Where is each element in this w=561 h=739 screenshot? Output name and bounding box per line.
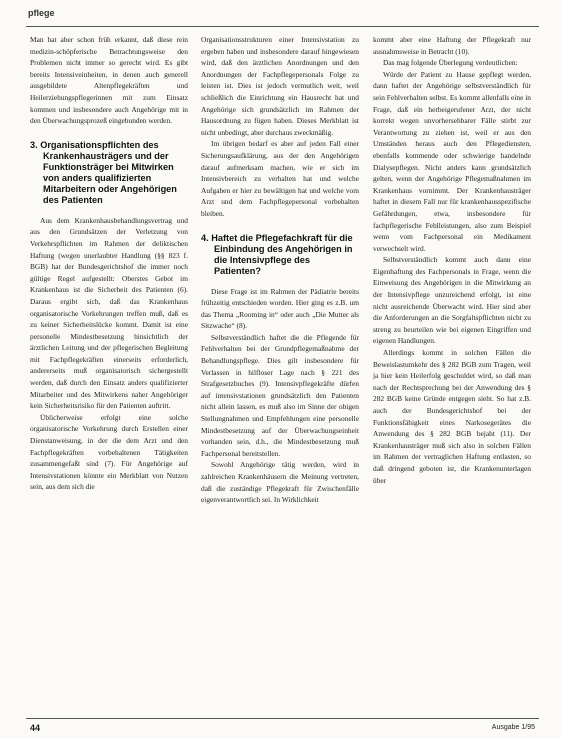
running-header: pflege [28, 8, 55, 18]
column-1 [30, 34, 188, 714]
page-number: 44 [30, 723, 41, 733]
paragraph: Diese Frage ist im Rahmen der Pädiatrie bereits frühzeitig entschieden worden. Hier ging es z.B. um das Thema „Rooming in“ oder auch „Die Mutter als Sitzwache“ (8). [201, 286, 359, 331]
paragraph: Üblicherweise erfolgt eine solche organisatorische Vorkehrung durch Erstellen einer Dienstanweisung, in der die dem Arzt und den Fachpflegekräften vorbehaltenen Tätigkeiten zusammengefaßt sind (7). Für Angehörige auf Intensivstationen könnte ein Merkblatt von Nutzen sein, aus dem sich die [30, 412, 188, 492]
column-3 [373, 34, 531, 714]
paragraph: Selbstverständlich haftet die die Pflegende für Fehlverhalten bei der Grundpflegemaßnahme der Behandlungspflege. Dies gilt insbesondere für Verlassen in hilfloser Lage nach § 221 des Strafgesetzbuches (9). Intensivpflegekräfte dürfen auf intensivstationen grundsätzlich den Patienten nicht allein lassen, es muß also im Sinne der obigen Stellungnahmen und Empfehlungen eine personelle Mindestbesetzung auf der Überwachungseinheit vorhanden sein, d.h., die Mindestbesetzung muß Fachpersonal bereitstellen. [201, 332, 359, 458]
paragraph: Würde der Patient zu Hause gepflegt werden, dann haftet der Angehörige selbstverständlich für sein Fehlverhalten selbst. Es kommt allenfalls eine in Frage, daß ein herbeigerufener Arzt, der nicht korrekt wegen unvorhersehbarer Fälle stirbt zur Verantwortung zu ziehen ist, weil er aus den Umständen heraus auch den Pflegediensten, ebenfalls kommende oder schwierige handelnde Dialysepflegen. Nicht anders kann grundsätzlich gelten, wenn der Angehörige Pflegemaßnahmen im Krankenhaus vornimmt. Der Krankenhausträger haftet in diesem Fall nur für krankenhausspezifische Gefährdungen, etwa, insbesondere für fachpflegerische Fehlleistungen, also zum Beispiel wenn vom Fachpersonal ein Medikament verwechselt wird. [373, 69, 531, 253]
header-divider [26, 26, 539, 27]
paragraph: Das mag folgende Überlegung verdeutlichen: [383, 58, 518, 68]
column-2 [201, 34, 359, 714]
paragraph: kommt aber eine Haftung der Pflegekraft nur ausnahmsweise in Betracht (10). [373, 35, 531, 56]
section-heading-3: 3. Organisationspflichten des Krankenhausträgers und der Funktionsträger bei Mitwirken von anders qualifizierten Mitarbeitern oder Angehörigen des Patienten [30, 139, 177, 205]
paragraph: Im übrigen bedarf es aber auf jeden Fall einer Sicherungsaufklärung, aus der den Angehörigen darauf aufmerksam machen, wie er sich im Intensivbereich zu verhalten hat und welche Aufgaben er hier zu bewältigen hat und welche vom Arzt und dem Fachpflegepersonal vorbehalten bleiben. [201, 139, 359, 218]
paragraph: Aus dem Krankenhausbehandlungsvertrag und aus den Grundsätzen der Verletzung von Verkehrspflichten im Rahmen der deliktischen Haftung (wegen unerlaubter Handlung (§§ 823 f. BGB) hat der Bundesgerichtshof die immer noch gültige Regel aufgestellt: Oberstes Gebot im Krankenhaus ist die Sicherheit des Patienten (6). Daraus ergibt sich, daß das Krankenhaus organisatorische Vorkehrungen treffen muß, daß es zu keiner Sicherheitslücke kommt. Damit ist eine personelle Mindestbesetzung hinsichtlich der ärztlichen Leitung und der pflegerischen Begleitung mit Fachpflegekräften einerseits erforderlich, andererseits muß organisatorisch sichergestellt werden, daß durch den Einsatz anders qualifizierter Mitarbeiter und des Mitwirkens naher Angehöriger kein Sicherheitsrisiko für den Patienten auftritt. [30, 215, 188, 411]
paragraph: Organisationsstrukturen einer Intensivstation zu ergeben haben und insbesondere darauf hingewiesen wird, daß den ärztlichen Anordnungen und den Anordnungen der Fachpflegepersonals Folge zu leisten ist. Dies ist jedoch vermutlich weit, weil schließlich die Einrichtung ein Hausrecht hat und Angehörige sich grundsätzlich im Rahmen der Hausordnung zu fügen haben. Dieses Merkblatt ist nicht unbedingt, aber durchaus zweckmäßig. [201, 35, 359, 137]
footer-divider [26, 718, 539, 719]
section-heading-4: 4. Haftet die Pflegefachkraft für die Einbindung des Angehörigen in die Intensivpflege des Patienten? [201, 232, 353, 276]
paragraph: Allerdings kommt in solchen Fällen die Beweislastumkehr des § 282 BGB zum Tragen, weil ja hier kein Heilerfolg geschuldet wird, so daß man nach der Rechtsprechung bei der Anwendung des § 282 BGB keine Gründe entgegen sieht. So hat z.B. auch der Bundesgerichtshof bei der Funktionsfähigkeit eines Narkosegerätes die Anwendung des § 282 BGB bejaht (11). Der Krankenhausträger muß sich also in solchen Fällen im Rahmen der vertraglichen Haftung entlasten, so daß dringend geboten ist, die Krankenunterlagen über [373, 348, 531, 485]
issue-label: Ausgabe 1/95 [491, 724, 535, 731]
paragraph: Sowohl Angehörige tätig werden, wird in zahlreichen Krankenhäusern die Meinung vertreten, daß die zuständige Pflegekraft für Zwischenfälle eigenverantwortlich sei. In Wirklichkeit [201, 460, 359, 505]
paragraph: Selbstverständlich kommt auch dann eine Eigenhaftung des Fachpersonals in Frage, wenn die Einweisung des Angehörigen in die Mitwirkung an der Intensivpflege unzureichend erfolgt, ist eine nicht ausreichende Überwacht wird. Hier sind aber die Anforderungen an die Sorgfaltspflichten nicht zu streng zu beurteilen wie bei eigenen Eingriffen und eigenen Handlungen. [373, 255, 531, 346]
paragraph: Man hat aber schon früh erkannt, daß diese rein medizin-schöpferische Betrachtungsweise den Problemen nicht immer so gerecht wird. Es gibt bereits Intensiveinheiten, in denen auch generell ausgebildete Altenpflegekräften und Heilerziehungspflegerinnen mit zum Einsatz kommen und insbesondere auch Angehörige mit in den Überwachungsprozeß eingebunden werden. [30, 35, 188, 126]
